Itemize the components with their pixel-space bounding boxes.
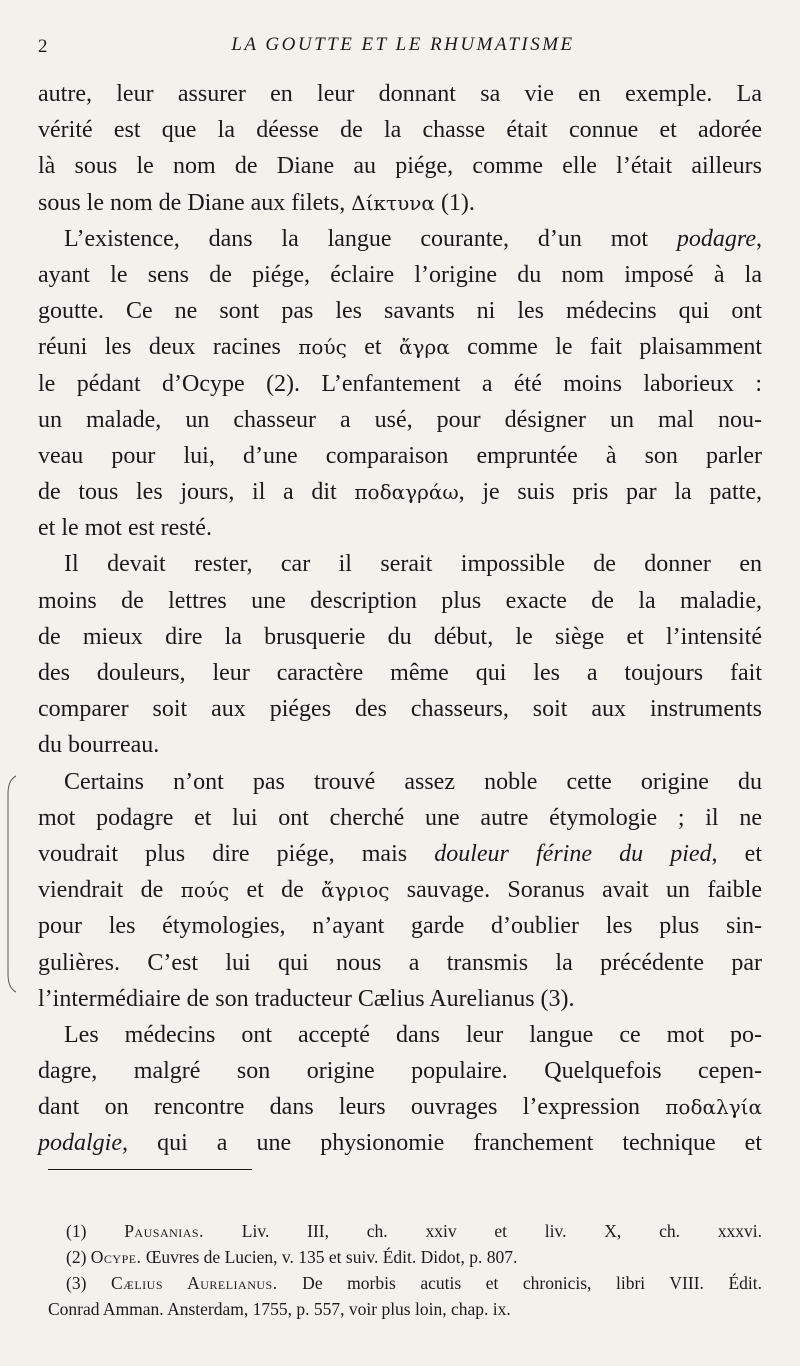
italic-term: douleur férine du pied: [434, 840, 712, 867]
greek-word: ἄγριος: [321, 878, 390, 903]
text-line: de tous les jours, il a dit ποδαγράω, je suis pris par la patte,: [38, 479, 762, 506]
text-line: dant on rencontre dans leurs ouvrages l’expression ποδαλγία: [38, 1094, 762, 1121]
text-line: voudrait plus dire piége, mais douleur férine du pied, et: [38, 840, 762, 867]
greek-word: πούς: [298, 335, 347, 360]
text-line: vérité est que la déesse de la chasse était connue et adorée: [38, 117, 762, 144]
text-line: dagre, malgré son origine populaire. Quelquefois cepen-: [38, 1058, 762, 1085]
page-number: 2: [38, 36, 48, 57]
text-line: pour les étymologies, n’ayant garde d’oublier les plus sin-: [38, 913, 762, 940]
text-line: moins de lettres une description plus exacte de la maladie,: [38, 587, 762, 614]
text-line: L’existence, dans la langue courante, d’un mot podagre,: [64, 225, 762, 252]
text-line: viendrait de πούς et de ἄγριος sauvage. Soranus avait un faible: [38, 877, 763, 904]
footnote: (3) Cælius Aurelianus. De morbis acutis et chronicis, libri VIII. Édit.: [66, 1273, 763, 1293]
text-line: gulières. C’est lui qui nous a transmis la précédente par: [38, 949, 762, 976]
running-title: LA GOUTTE ET LE RHUMATISME: [231, 34, 575, 55]
margin-bracket-mark: [4, 774, 18, 994]
greek-word: ποδαγράω: [354, 480, 459, 505]
text-line: l’intermédiaire de son traducteur Cælius Aurelianus (3).: [38, 985, 575, 1012]
italic-term: podagre: [676, 225, 756, 252]
greek-word: ποδαλγία: [665, 1095, 762, 1120]
text-line: du bourreau.: [38, 732, 160, 759]
footnote-rule: [48, 1169, 252, 1170]
greek-word: ἄγρα: [399, 335, 450, 360]
italic-term: podalgie,: [38, 1130, 128, 1157]
text-line: là sous le nom de Diane au piége, comme elle l’était ailleurs: [38, 153, 762, 180]
text-line: podalgie, qui a une physionomie franchement technique et: [38, 1130, 762, 1157]
running-head: [38, 34, 768, 60]
greek-word: πούς: [180, 878, 230, 903]
footnote-author: Ocype.: [90, 1247, 142, 1267]
text-line: Il devait rester, car il serait impossible de donner en: [64, 551, 762, 578]
text-line: mot podagre et lui ont cherché une autre étymologie ; il ne: [38, 804, 762, 831]
text-line: réuni les deux racines πούς et ἄγρα comme le fait plaisamment: [38, 334, 762, 361]
footnote: (1) Pausanias. Liv. III, ch. xxiv et liv. X, ch. xxxvi.: [66, 1221, 763, 1241]
text-line: Certains n’ont pas trouvé assez noble cette origine du: [64, 768, 762, 795]
footnotes: [48, 1218, 762, 1322]
text-line: de mieux dire la brusquerie du début, le siège et l’intensité: [38, 623, 762, 650]
text-line: des douleurs, leur caractère même qui les a toujours fait: [38, 660, 762, 686]
text-line: autre, leur assurer en leur donnant sa vie en exemple. La: [38, 81, 762, 107]
body-text: [38, 76, 762, 1162]
text-line: veau pour lui, d’une comparaison empruntée à son parler: [38, 442, 762, 469]
greek-word: Δίκτυνα: [351, 190, 435, 215]
text-line: Les médecins ont accepté dans leur langue ce mot po-: [64, 1021, 762, 1048]
footnote-author: Cælius Aurelianus.: [110, 1273, 278, 1293]
text-line: comparer soit aux piéges des chasseurs, soit aux instruments: [38, 696, 762, 723]
text-line: un malade, un chasseur a usé, pour désigner un mal nou-: [38, 406, 762, 433]
footnote-continuation: Conrad Amman. Ansterdam, 1755, p. 557, voir plus loin, chap. ix.: [48, 1299, 511, 1319]
text-line: le pédant d’Ocype (2). L’enfantement a été moins laborieux :: [38, 370, 762, 397]
text-line: goutte. Ce ne sont pas les savants ni les médecins qui ont: [38, 298, 762, 325]
text-line: sous le nom de Diane aux filets, Δίκτυνα (1).: [38, 189, 475, 216]
text-line: et le mot est resté.: [38, 515, 212, 542]
text-line: ayant le sens de piége, éclaire l’origine du nom imposé à la: [38, 261, 762, 288]
footnote-author: Pausanias.: [124, 1221, 204, 1241]
footnote: (2) Ocype. Œuvres de Lucien, v. 135 et suiv. Édit. Didot, p. 807.: [66, 1247, 518, 1267]
